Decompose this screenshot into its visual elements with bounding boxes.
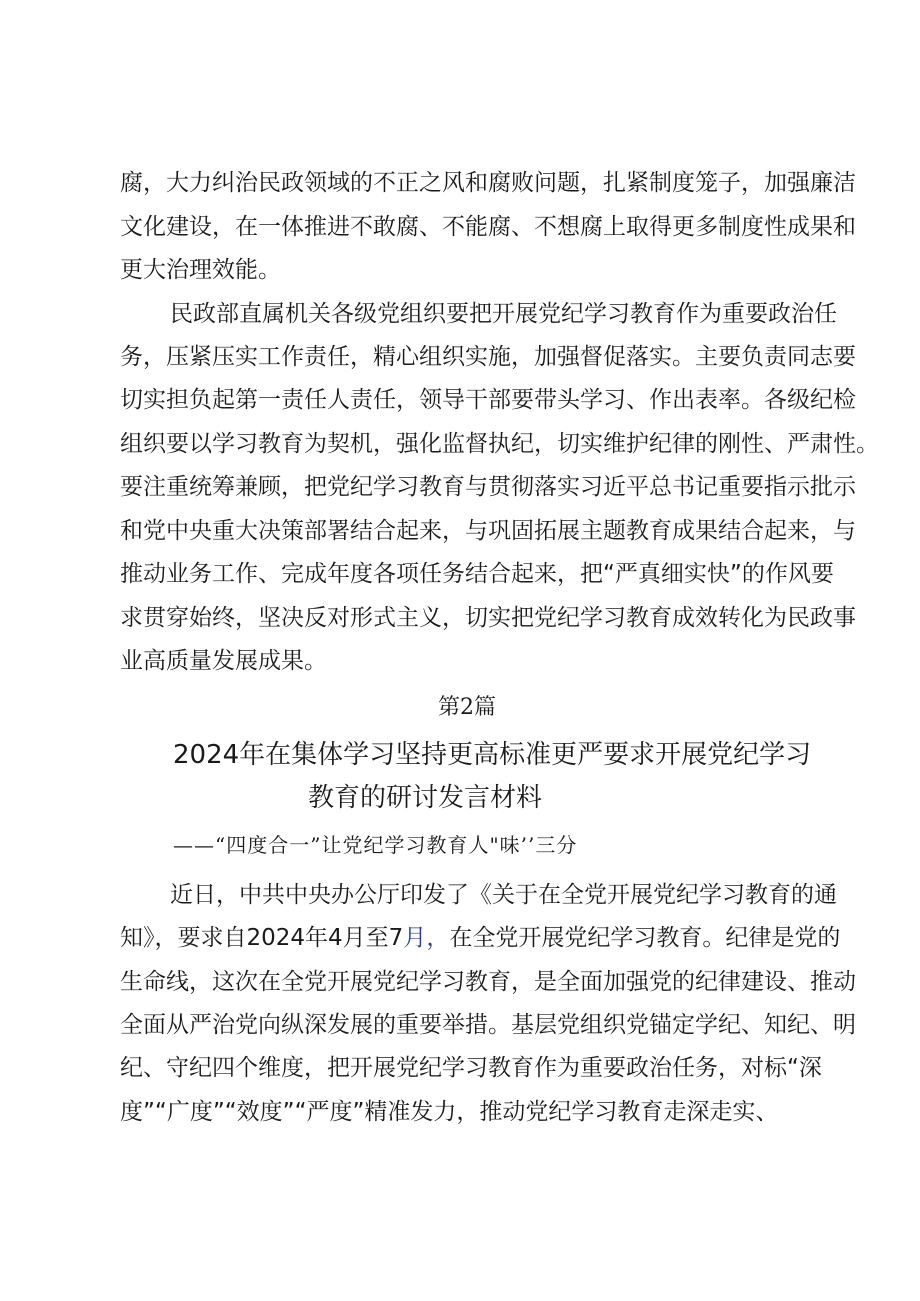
paragraph-2-line-2: 务，压紧压实工作责任，精心组织实施，加强督促落实。主要负责同志要: [120, 344, 856, 370]
paragraph-2-line-1: 民政部直属机关各级党组织要把开展党纪学习教育作为重要政治任: [170, 301, 837, 327]
paragraph-3-line-4: 全面从严治党向纵深发展的重要举措。基层党组织党锚定学纪、知纪、明: [120, 1012, 856, 1038]
paragraph-3-line-2-part-c: 在全党开展党纪学习教育。纪律是党的: [449, 925, 841, 951]
section-label: 第2篇: [438, 695, 496, 720]
paragraph-3-month-highlight: 月，: [403, 925, 450, 951]
paragraph-2-line-3: 切实担负起第一责任人责任，领导干部要带头学习、作出表率。各级纪检: [120, 387, 856, 413]
paragraph-1-line-1: 腐，大力纠治民政领域的不正之风和腐败问题，扎紧制度笼子，加强廉洁: [120, 170, 856, 196]
paragraph-3-line-2-part-a: 知》，要求自2024年4月至7: [120, 925, 404, 951]
paragraph-3-line-5: 纪、守纪四个维度，把开展党纪学习教育作为重要政治任务，对标“深: [120, 1055, 822, 1081]
paragraph-2-line-9: 业高质量发展成果。: [120, 648, 327, 674]
paragraph-1-line-2: 文化建设，在一体推进不敢腐、不能腐、不想腐上取得更多制度性成果和: [120, 214, 856, 240]
paragraph-2-line-6: 和党中央重大决策部署结合起来，与巩固拓展主题教育成果结合起来，与: [120, 518, 856, 544]
paragraph-2-line-4: 组织要以学习教育为契机，强化监督执纪，切实维护纪律的刚性、严肃性。: [120, 431, 879, 457]
paragraph-3-line-2: [120, 927, 840, 950]
paragraph-2-line-8: 求贯穿始终，坚决反对形式主义，切实把党纪学习教育成效转化为民政事: [120, 605, 856, 631]
paragraph-1-line-3: 更大治理效能。: [120, 257, 281, 283]
paragraph-3-line-6: 度”“广度”“效度”“严度”精准发力，推动党纪学习教育走深走实、: [120, 1099, 779, 1125]
paragraph-3-line-3: 生命线，这次在全党开展党纪学习教育，是全面加强党的纪律建设、推动: [120, 969, 856, 995]
section-title-line-2: 教育的研讨发言材料: [308, 783, 543, 813]
paragraph-2-line-5: 要注重统筹兼顾，把党纪学习教育与贯彻落实习近平总书记重要指示批示: [120, 474, 856, 500]
section-subtitle: ——“四度合一”让党纪学习教育人"味’’三分: [173, 833, 578, 857]
section-title-line-1: 2024年在集体学习坚持更高标准更严要求开展党纪学习: [173, 740, 812, 770]
paragraph-2-line-7: 推动业务工作、完成年度各项任务结合起来，把“严真细实快”的作风要: [120, 561, 834, 587]
paragraph-3-line-1: 近日，中共中央办公厅印发了《关于在全党开展党纪学习教育的通: [170, 882, 837, 908]
